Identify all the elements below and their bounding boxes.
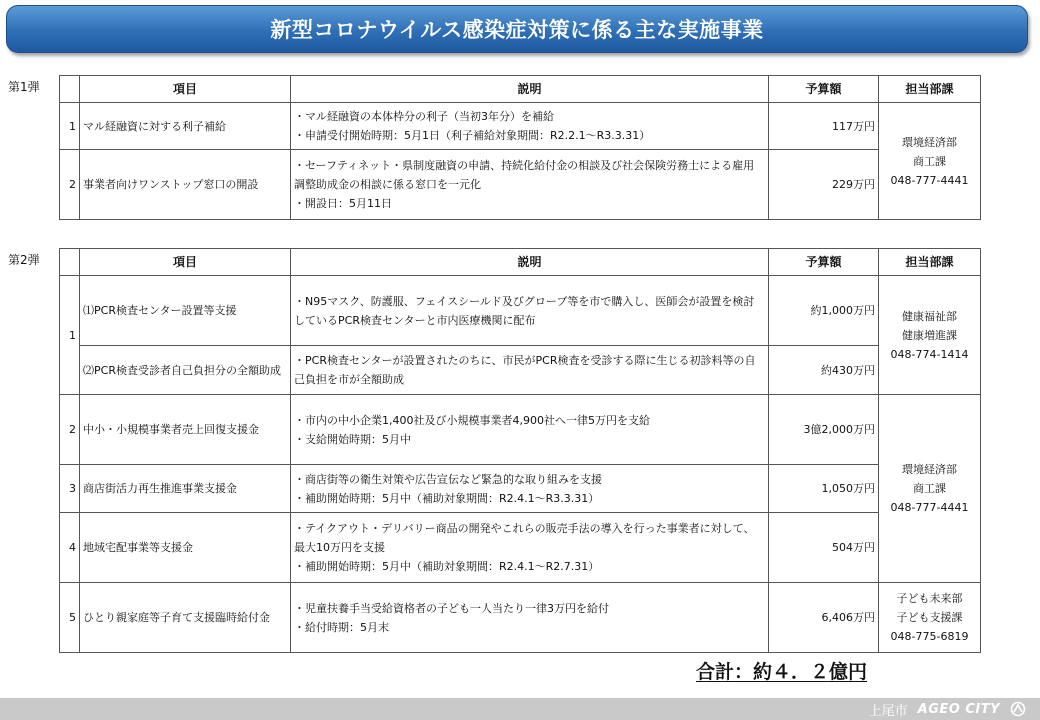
row-item: マル経融資に対する利子補給 xyxy=(80,103,291,150)
page-title: 新型コロナウイルス感染症対策に係る主な実施事業 xyxy=(270,18,764,42)
table-row xyxy=(60,346,981,395)
row-budget: 3億2,000万円 xyxy=(769,395,879,465)
description-line: ・マル経融資の本体枠分の利子（当初3年分）を補給 xyxy=(294,110,554,123)
header-department: 担当部課 xyxy=(879,249,981,276)
table-row xyxy=(60,103,981,150)
description-line: ・市内の中小企業1,400社及び小規模事業者4,900社へ一律5万円を支給 xyxy=(294,413,650,427)
section-name: 健康増進課 xyxy=(902,328,957,342)
description-line: ・N95マスク、防護服、フェイスシールド及びグローブ等を市で購入し、医師会が設置を検討しているPCR検査センターと市内医療機関に配布 xyxy=(294,294,755,327)
header-budget: 予算額 xyxy=(769,249,879,276)
row-number: 2 xyxy=(60,150,80,220)
department-cell xyxy=(879,583,981,653)
row-item: ひとり親家庭等子育て支援臨時給付金 xyxy=(80,583,291,653)
row-item: 事業者向けワンストップ窓口の開設 xyxy=(80,150,291,220)
row-budget: 117万円 xyxy=(769,103,879,150)
description-line: ・申請受付開始時期：5月1日（利子補給対象期間：R2.2.1～R3.3.31） xyxy=(294,129,651,142)
batch1-table xyxy=(59,75,981,220)
phone-number: 048-777-4441 xyxy=(890,501,969,514)
batch2-table xyxy=(59,248,981,653)
footer-brand: AGEO CITY xyxy=(917,701,1000,717)
table-row xyxy=(60,150,981,220)
table-row xyxy=(60,276,981,346)
row-item: ⑴PCR検査センター設置等支援 xyxy=(80,276,291,346)
row-budget: 約430万円 xyxy=(769,346,879,395)
phone-number: 048-777-4441 xyxy=(890,173,969,187)
department-name: 健康福祉部 xyxy=(902,309,957,323)
section-name: 商工課 xyxy=(913,482,946,495)
footer-bar xyxy=(0,698,1040,720)
row-number: 4 xyxy=(60,513,80,583)
table-header-row xyxy=(60,249,981,276)
row-number: 3 xyxy=(60,465,80,513)
batch1-label: 第1弾 xyxy=(8,80,40,94)
department-cell xyxy=(879,395,981,583)
department-name: 環境経済部 xyxy=(902,135,957,149)
title-banner xyxy=(6,5,1028,53)
description-line: ・PCR検査センターが設置されたのちに、市民がPCR検査を受診する際に生じる初診料等の自己負担を市が全額助成 xyxy=(294,354,756,386)
row-item: 中小・小規模事業者売上回復支援金 xyxy=(80,395,291,465)
table-header-row xyxy=(60,76,981,103)
section-name: 商工課 xyxy=(913,154,946,168)
row-description xyxy=(291,276,769,346)
table-row xyxy=(60,465,981,513)
header-description: 説明 xyxy=(291,249,769,276)
header-spacer xyxy=(60,249,80,276)
row-number: 1 xyxy=(60,276,80,395)
section-name: 子ども支援課 xyxy=(896,611,963,624)
row-budget: 229万円 xyxy=(769,150,879,220)
department-cell xyxy=(879,103,981,220)
header-item: 項目 xyxy=(80,76,291,103)
header-department: 担当部課 xyxy=(879,76,981,103)
footer-city-name: 上尾市 xyxy=(868,703,908,719)
header-budget: 予算額 xyxy=(769,76,879,103)
row-description xyxy=(291,583,769,653)
row-description xyxy=(291,103,769,150)
row-description xyxy=(291,465,769,513)
header-item: 項目 xyxy=(80,249,291,276)
description-line: ・給付時期：5月末 xyxy=(294,620,389,634)
description-line: ・児童扶養手当受給資格者の子ども一人当たり一律3万円を給付 xyxy=(294,601,609,615)
row-number: 1 xyxy=(60,103,80,150)
department-name: 環境経済部 xyxy=(902,463,957,476)
row-description xyxy=(291,150,769,220)
table-row xyxy=(60,395,981,465)
row-description xyxy=(291,395,769,465)
description-line: ・テイクアウト・デリバリー商品の開発やこれらの販売手法の導入を行った事業者に対して、最大10万円を支援 xyxy=(294,522,755,554)
row-item: 商店街活力再生推進事業支援金 xyxy=(80,465,291,513)
row-budget: 1,050万円 xyxy=(769,465,879,513)
description-line: ・セーフティネット・県制度融資の申請、持続化給付金の相談及び社会保険労務士による雇用調整助成金の相談に係る窓口を一元化 xyxy=(294,159,755,191)
batch2-label: 第2弾 xyxy=(8,253,40,267)
department-name: 子ども未来部 xyxy=(896,592,963,605)
header-spacer xyxy=(60,76,80,103)
grand-total: 合計：約４．２億円 xyxy=(696,661,868,683)
row-number: 2 xyxy=(60,395,80,465)
row-description xyxy=(291,513,769,583)
row-budget: 504万円 xyxy=(769,513,879,583)
description-line: ・補助開始時期：5月中（補助対象期間：R2.4.1～R2.7.31） xyxy=(294,560,600,573)
row-budget: 6,406万円 xyxy=(769,583,879,653)
row-budget: 約1,000万円 xyxy=(769,276,879,346)
row-item: 地域宅配事業等支援金 xyxy=(80,513,291,583)
description-line: ・商店街等の衛生対策や広告宣伝など緊急的な取り組みを支援 xyxy=(294,472,602,486)
row-item: ⑵PCR検査受診者自己負担分の全額助成 xyxy=(80,346,291,395)
row-description xyxy=(291,346,769,395)
department-cell xyxy=(879,276,981,395)
city-logo-icon xyxy=(1010,701,1026,717)
table-row xyxy=(60,583,981,653)
row-number: 5 xyxy=(60,583,80,653)
phone-number: 048-774-1414 xyxy=(890,347,969,361)
description-line: ・開設日：5月11日 xyxy=(294,197,392,210)
header-description: 説明 xyxy=(291,76,769,103)
description-line: ・補助開始時期：5月中（補助対象期間：R2.4.1～R3.3.31） xyxy=(294,491,600,505)
phone-number: 048-775-6819 xyxy=(890,630,969,643)
table-row xyxy=(60,513,981,583)
description-line: ・支給開始時期：5月中 xyxy=(294,432,411,446)
